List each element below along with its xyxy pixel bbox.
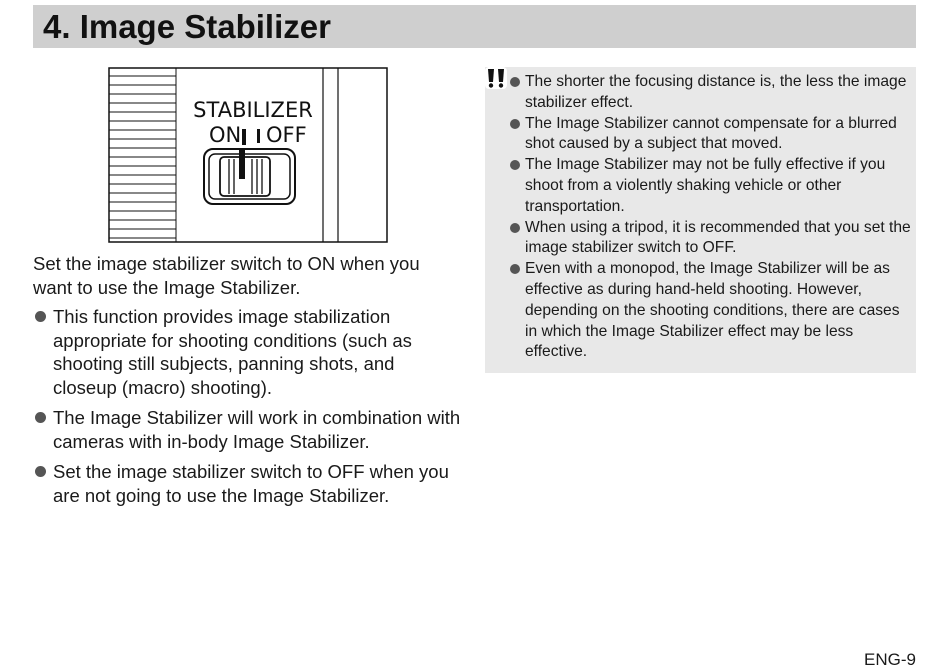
bullet-icon [35, 466, 46, 477]
list-item-text: The Image Stabilizer will work in combination with cameras with in-body Image Stabilizer. [53, 407, 461, 452]
caution-item-text: The shorter the focusing distance is, the less the image stabilizer effect. [525, 73, 907, 111]
stabilizer-switch-illustration [108, 67, 388, 243]
bullet-icon [510, 77, 520, 87]
caution-item-text: The Image Stabilizer may not be fully effective if you shoot from a violently shaking vehicle or other transportation. [525, 156, 886, 215]
page-title: 4. Image Stabilizer [43, 8, 331, 45]
bullet-icon [35, 311, 46, 322]
bullet-icon [510, 223, 520, 233]
caution-item-text: When using a tripod, it is recommended that you set the image stabilizer switch to OFF. [525, 218, 911, 257]
title-bar [33, 5, 916, 48]
switch-indicator [239, 149, 245, 179]
on-label: ON [209, 123, 242, 147]
caution-item [509, 218, 913, 260]
caution-item [509, 155, 913, 217]
caution-item [509, 259, 913, 363]
caution-item [509, 72, 913, 114]
list-item [33, 305, 463, 399]
off-label: OFF [266, 123, 307, 147]
list-item [33, 460, 463, 507]
caution-list [509, 72, 913, 363]
caution-item [509, 114, 913, 156]
bullet-icon [35, 412, 46, 423]
caution-box [485, 67, 916, 373]
list-item [33, 406, 463, 453]
lead-paragraph: Set the image stabilizer switch to ON when you want to use the Image Stabilizer. [33, 253, 420, 298]
list-item-text: Set the image stabilizer switch to OFF when you are not going to use the Image Stabilizer. [53, 461, 449, 506]
bullet-icon [510, 160, 520, 170]
stabilizer-label: STABILIZER [193, 98, 313, 122]
caution-icon [485, 67, 507, 89]
list-item-text: This function provides image stabilization appropriate for shooting conditions (such as shooting still subjects, panning shots, and closeup (macro) shooting). [53, 306, 412, 398]
on-position-mark [242, 129, 246, 145]
page-number: ENG-9 [864, 650, 916, 669]
bullet-icon [510, 119, 520, 129]
caution-item-text: The Image Stabilizer cannot compensate for a blurred shot caused by a subject that moved. [525, 114, 897, 153]
off-position-mark [257, 129, 260, 143]
caution-item-text: Even with a monopod, the Image Stabilizer will be as effective as during hand-held shooting. However, depending on the shooting conditions, there are cases in which the Image Stabilizer effect may be less effective. [525, 260, 900, 361]
bullet-icon [510, 264, 520, 274]
feature-list [33, 305, 463, 514]
